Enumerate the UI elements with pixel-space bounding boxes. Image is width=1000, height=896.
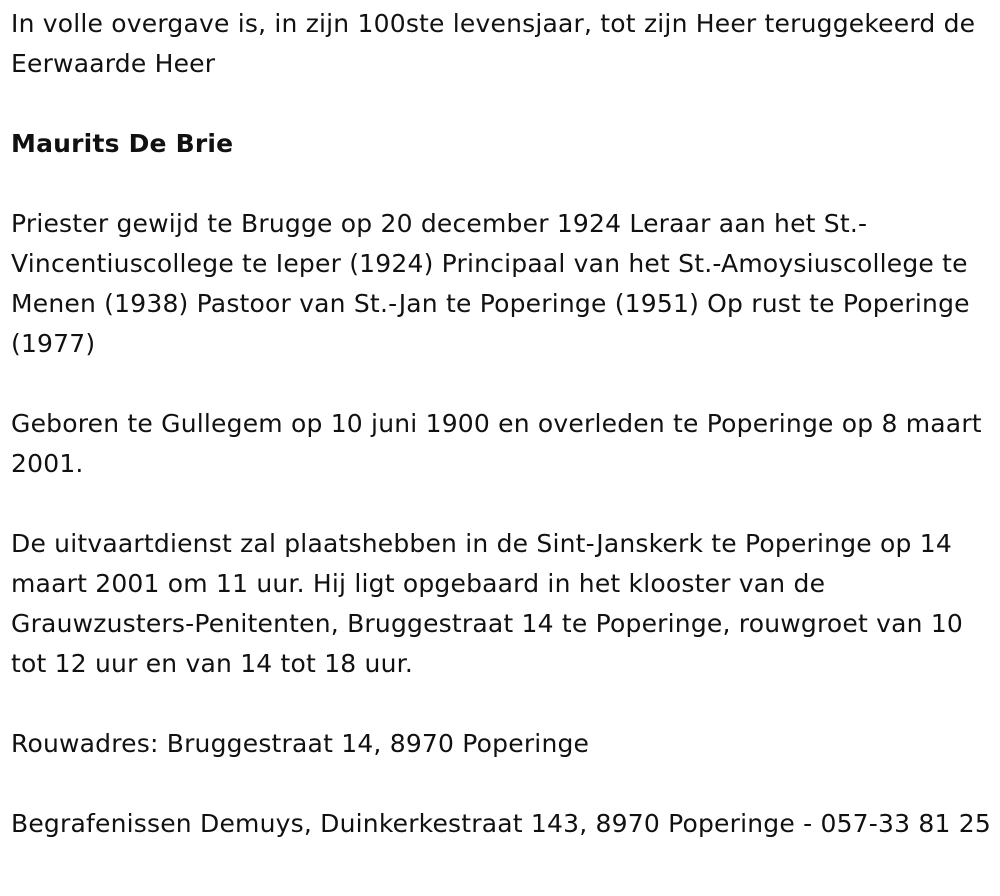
career-text: Priester gewijd te Brugge op 20 december 1924 Leraar aan het St.-Vincentiuscollege te Ieper (1924) Principaal van het St.-Amoysiuscollege te Menen (1938) Pastoor van St.-Jan te Poperinge (1951) Op rust te Poperinge (1977): [11, 209, 970, 358]
deceased-name: Maurits De Brie: [11, 129, 234, 158]
undertaker-info: Begrafenissen Demuys, Duinkerkestraat 143, 8970 Poperinge - 057-33 81 25: [11, 809, 991, 838]
mourning-address: Rouwadres: Bruggestraat 14, 8970 Poperinge: [11, 729, 590, 758]
death-notice: [11, 4, 993, 844]
intro-text: In volle overgave is, in zijn 100ste levensjaar, tot zijn Heer teruggekeerd de Eerwaarde Heer: [11, 9, 976, 78]
birth-death-text: Geboren te Gullegem op 10 juni 1900 en overleden te Poperinge op 8 maart 2001.: [11, 409, 982, 478]
funeral-text: De uitvaartdienst zal plaatshebben in de Sint-Janskerk te Poperinge op 14 maart 2001 om 11 uur. Hij ligt opgebaard in het klooster van de Grauwzusters-Penitenten, Bruggestraat 14 te Poperinge, rouwgroet van 10 tot 12 uur en van 14 tot 18 uur.: [11, 529, 964, 678]
